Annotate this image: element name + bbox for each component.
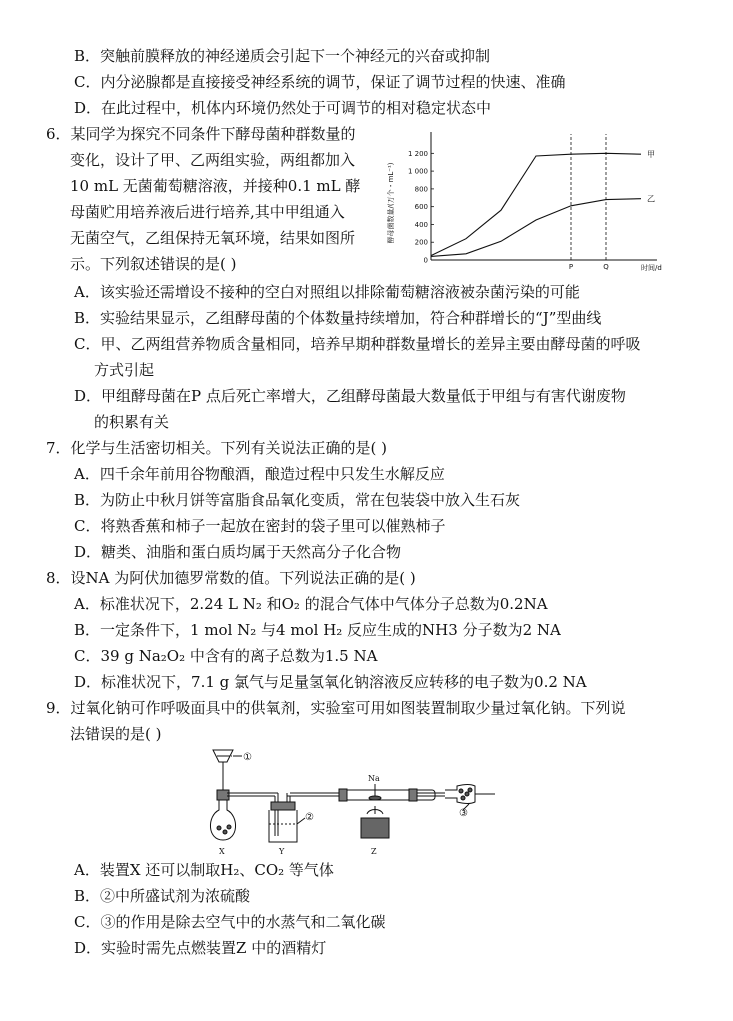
apparatus-drying-tube (445, 785, 495, 811)
chart-series (431, 150, 655, 256)
label-1: ① (243, 752, 252, 763)
q6-option-c-cont: 方式引起 (94, 361, 155, 379)
x-tick-label: Q (603, 263, 609, 271)
q6-option-d-cont: 的积累有关 (94, 413, 170, 431)
yeast-growth-chart (383, 128, 673, 278)
q6-option-d: D．甲组酵母菌在P 点后死亡率增大，乙组酵母菌最大数量低于甲组与有害代谢废物 (74, 387, 626, 405)
q6-option-a: A．该实验还需增设不接种的空白对照组以排除葡萄糖溶液被杂菌污染的可能 (74, 283, 580, 301)
q8-option-a: A．标准状况下，2.24 L N₂ 和O₂ 的混合气体中气体分子总数为0.2NA (74, 595, 548, 613)
apparatus-z-tube (339, 784, 445, 838)
y-tick-label: 400 (414, 220, 428, 229)
q6-stem-line-2: 变化，设计了甲、乙两组实验，两组都加入 (70, 151, 356, 169)
y-tick-label: 200 (414, 238, 428, 247)
series-label: 乙 (647, 194, 655, 204)
q7-option-d: D．糖类、油脂和蛋白质均属于天然高分子化合物 (74, 543, 402, 561)
chart-ticks (408, 134, 609, 271)
q6-stem-line-1: 6．某同学为探究不同条件下酵母菌种群数量的 (46, 125, 356, 143)
label-x: X (219, 847, 225, 856)
q6-stem-line-5: 无菌空气，乙组保持无氧环境，结果如图所 (70, 229, 356, 247)
series-line-jia (431, 153, 641, 255)
series-line-yi (431, 199, 641, 257)
y-tick-label: 1 000 (407, 167, 428, 176)
q7-stem: 7．化学与生活密切相关。下列有关说法正确的是( ) (46, 439, 388, 457)
q8-option-c: C．39 g Na₂O₂ 中含有的离子总数为1.5 NA (74, 647, 378, 665)
x-axis-label: 时间/d (641, 264, 662, 272)
q7-option-c: C．将熟香蕉和柿子一起放在密封的袋子里可以催熟柿子 (74, 517, 446, 535)
q8-stem: 8．设NA 为阿伏加德罗常数的值。下列说法正确的是( ) (46, 569, 416, 587)
chart-axes (431, 132, 657, 260)
label-na: Na (368, 774, 380, 783)
q9-option-a: A．装置X 还可以制取H₂、CO₂ 等气体 (74, 861, 334, 879)
q6-stem-line-6: 示。下列叙述错误的是( ) (70, 255, 237, 273)
label-3: ③ (459, 808, 468, 819)
label-y: Y (279, 847, 285, 856)
apparatus-x-flask (210, 750, 278, 840)
q9-option-c: C．③的作用是除去空气中的水蒸气和二氧化碳 (74, 913, 386, 931)
q6-option-b: B．实验结果显示，乙组酵母菌的个体数量持续增加，符合种群增长的“J”型曲线 (74, 309, 602, 327)
q9-stem-line-1: 9．过氧化钠可作呼吸面具中的供氧剂，实验室可用如图装置制取少量过氧化钠。下列说 (46, 699, 626, 717)
apparatus-diagram (205, 746, 505, 856)
q6-option-c: C．甲、乙两组营养物质含量相同，培养早期种群数量增长的差异主要由酵母菌的呼吸 (74, 335, 641, 353)
y-axis-label: 酵母菌数量/(万个・mL⁻¹) (387, 162, 395, 244)
y-tick-label: 800 (414, 185, 428, 194)
y-tick-label: 1 200 (407, 149, 428, 158)
q6-stem-line-4: 母菌贮用培养液后进行培养,其中甲组通入 (70, 203, 345, 221)
q5-option-c: C．内分泌腺都是直接接受神经系统的调节，保证了调节过程的快速、准确 (74, 73, 566, 91)
q8-option-b: B．一定条件下，1 mol N₂ 与4 mol H₂ 反应生成的NH3 分子数为2 NA (74, 621, 561, 639)
q9-option-b: B．②中所盛试剂为浓硫酸 (74, 887, 251, 905)
q8-option-d: D．标准状况下，7.1 g 氯气与足量氢氧化钠溶液反应转移的电子数为0.2 NA (74, 673, 587, 691)
q7-option-b: B．为防止中秋月饼等富脂食品氧化变质，常在包装袋中放入生石灰 (74, 491, 521, 509)
q7-option-a: A．四千余年前用谷物酿酒，酿造过程中只发生水解反应 (74, 465, 445, 483)
x-tick-label: P (568, 263, 574, 271)
label-2: ② (305, 812, 314, 823)
y-tick-label: 600 (414, 203, 428, 212)
q5-option-b: B．突触前膜释放的神经递质会引起下一个神经元的兴奋或抑制 (74, 47, 491, 65)
y-tick-label: 0 (423, 256, 428, 265)
series-label: 甲 (647, 150, 655, 160)
q6-stem-line-3: 10 mL 无菌葡萄糖溶液，并接种0.1 mL 酵 (70, 177, 361, 195)
q5-option-d: D．在此过程中，机体内环境仍然处于可调节的相对稳定状态中 (74, 99, 492, 117)
q9-option-d: D．实验时需先点燃装置Z 中的酒精灯 (74, 939, 327, 957)
label-z: Z (371, 847, 377, 856)
q9-stem-line-2: 法错误的是( ) (70, 725, 162, 743)
